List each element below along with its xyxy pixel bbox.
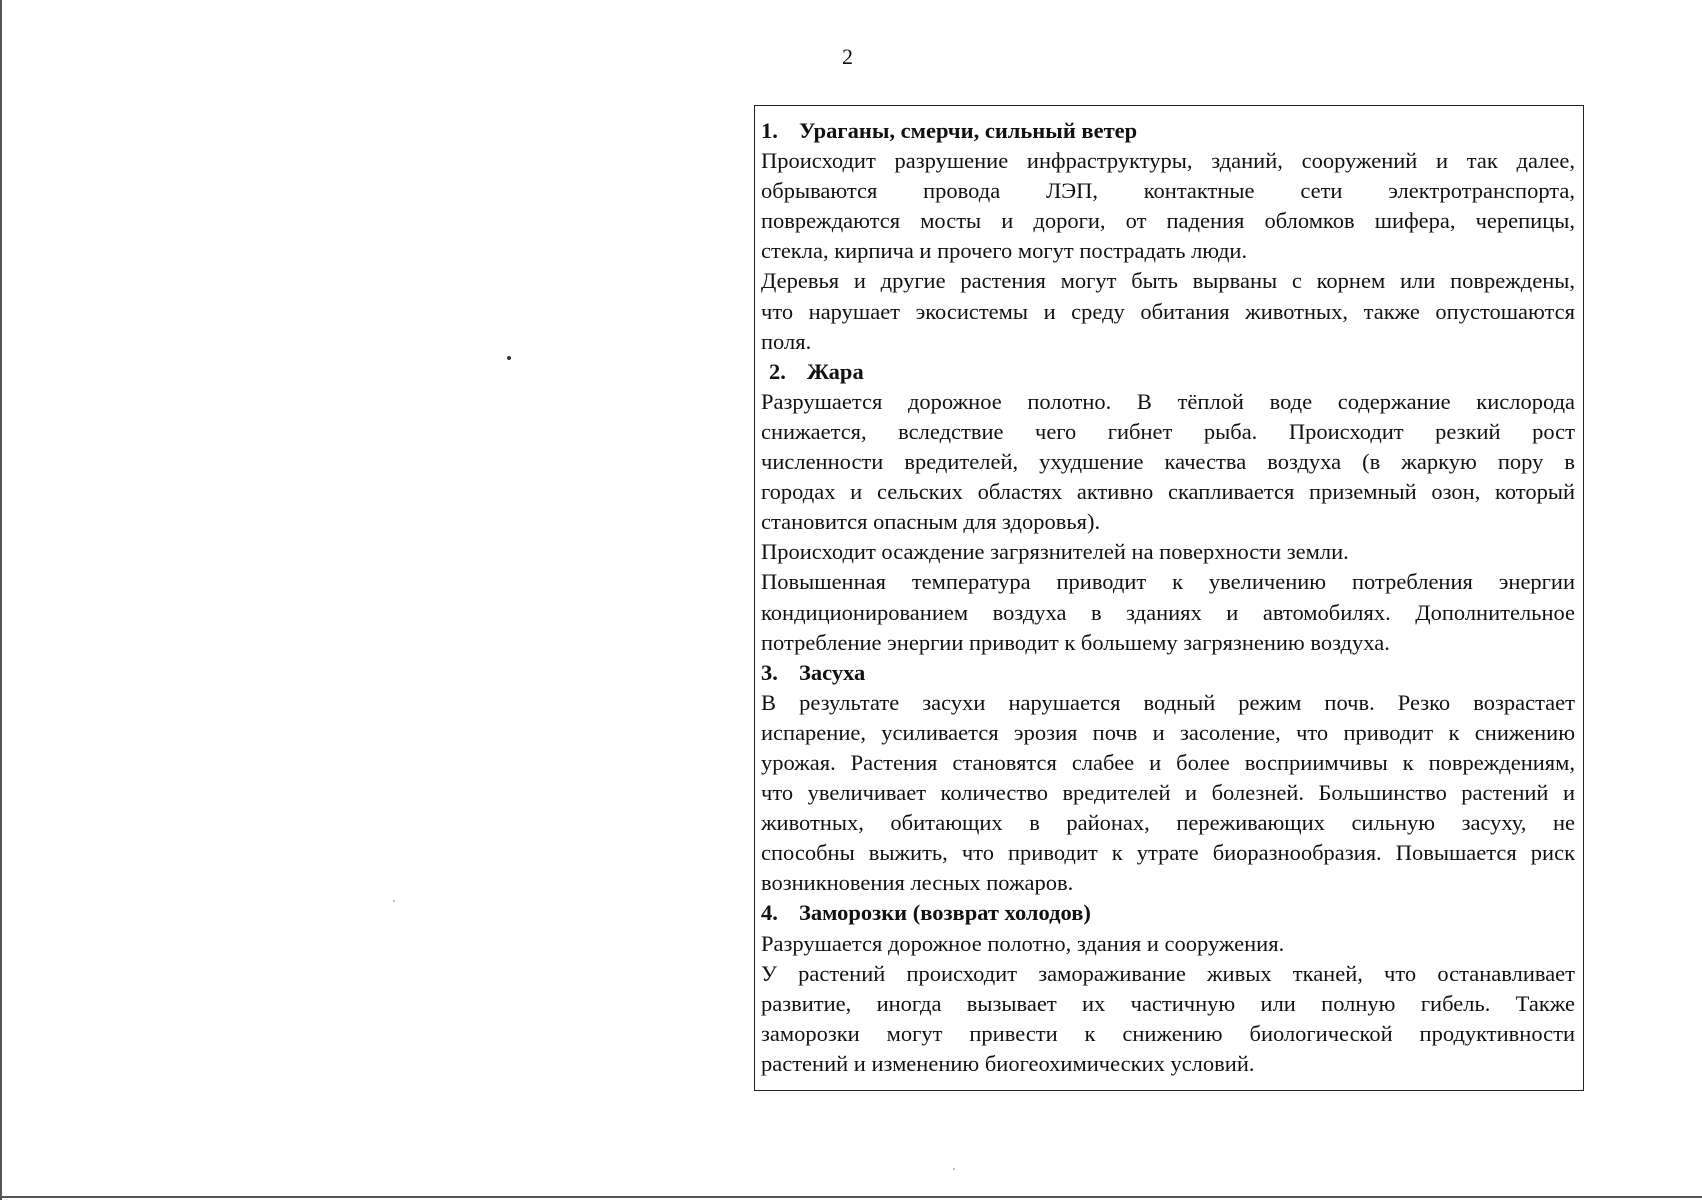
text-line: растений и изменению биогеохимических условий. bbox=[761, 1050, 1255, 1076]
section-heading bbox=[761, 658, 1575, 688]
text-line: возникновения лесных пожаров. bbox=[761, 870, 1074, 896]
section-number: 2. bbox=[769, 358, 786, 384]
text-line: В результате засухи нарушается водный режим почв. Резко возрастает bbox=[761, 689, 1575, 715]
text-line: обрываются провода ЛЭП, контактные сети электротранспорта, bbox=[761, 178, 1575, 204]
text-line: Разрушается дорожное полотно, здания и сооружения. bbox=[761, 930, 1285, 956]
text-line: Деревья и другие растения могут быть вырваны с корнем или повреждены, bbox=[761, 268, 1575, 294]
content-box bbox=[754, 105, 1584, 1091]
text-line: урожая. Растения становятся слабее и более восприимчивы к повреждениям, bbox=[761, 749, 1575, 775]
text-line: кондиционированием воздуха в зданиях и автомобилях. Дополнительное bbox=[761, 599, 1575, 625]
section-title: Заморозки (возврат холодов) bbox=[799, 900, 1091, 926]
text-line: становится опасным для здоровья). bbox=[761, 509, 1101, 535]
section-number: 1. bbox=[761, 118, 778, 143]
section-heading bbox=[761, 357, 1575, 387]
scan-speck bbox=[953, 1168, 955, 1170]
text-line: У растений происходит замораживание живых тканей, что останавливает bbox=[761, 960, 1575, 986]
text-line: Повышенная температура приводит к увеличению потребления энергии bbox=[761, 569, 1575, 595]
text-line: что увеличивает количество вредителей и болезней. Большинство растений и bbox=[761, 780, 1575, 806]
text-line: численности вредителей, ухудшение качества воздуха (в жаркую пору в bbox=[761, 449, 1575, 475]
text-line: животных, обитающих в районах, переживающих сильную засуху, не bbox=[761, 810, 1575, 836]
text-line: испарение, усиливается эрозия почв и засоление, что приводит к снижению bbox=[761, 719, 1575, 745]
text-line: заморозки могут привести к снижению биологической продуктивности bbox=[761, 1020, 1575, 1046]
text-line: развитие, иногда вызывает их частичную или полную гибель. Также bbox=[761, 990, 1575, 1016]
text-line: повреждаются мосты и дороги, от падения обломков шифера, черепицы, bbox=[761, 208, 1575, 234]
scan-speck bbox=[507, 356, 511, 360]
text-line: способны выжить, что приводит к утрате биоразнообразия. Повышается риск bbox=[761, 840, 1575, 866]
scan-speck bbox=[393, 900, 395, 902]
text-line: Происходит осаждение загрязнителей на поверхности земли. bbox=[761, 539, 1349, 565]
text-line: снижается, вследствие чего гибнет рыба. Происходит резкий рост bbox=[761, 418, 1575, 444]
scan-edge-left bbox=[0, 0, 2, 1200]
text-line: Происходит разрушение инфраструктуры, зданий, сооружений и так далее, bbox=[761, 148, 1575, 174]
section-title: Засуха bbox=[799, 659, 866, 685]
text-line: городах и сельских областях активно скапливается приземный озон, который bbox=[761, 479, 1575, 505]
section-number: 4. bbox=[761, 900, 778, 926]
text-line: поля. bbox=[761, 328, 812, 354]
section-title: Ураганы, смерчи, сильный ветер bbox=[799, 118, 1138, 143]
section-title: Жара bbox=[807, 358, 864, 384]
section-number: 3. bbox=[761, 659, 778, 685]
text-line: Разрушается дорожное полотно. В тёплой воде содержание кислорода bbox=[761, 388, 1575, 414]
text-line: потребление энергии приводит к большему загрязнению воздуха. bbox=[761, 629, 1390, 655]
section-heading bbox=[761, 116, 1575, 146]
scan-edge-bottom bbox=[0, 1196, 1702, 1198]
page-number: 2 bbox=[842, 44, 853, 69]
text-line: стекла, кирпича и прочего могут пострадать люди. bbox=[761, 238, 1248, 264]
text-line: что нарушает экосистемы и среду обитания животных, также опустошаются bbox=[761, 298, 1575, 324]
section-heading bbox=[761, 898, 1575, 928]
